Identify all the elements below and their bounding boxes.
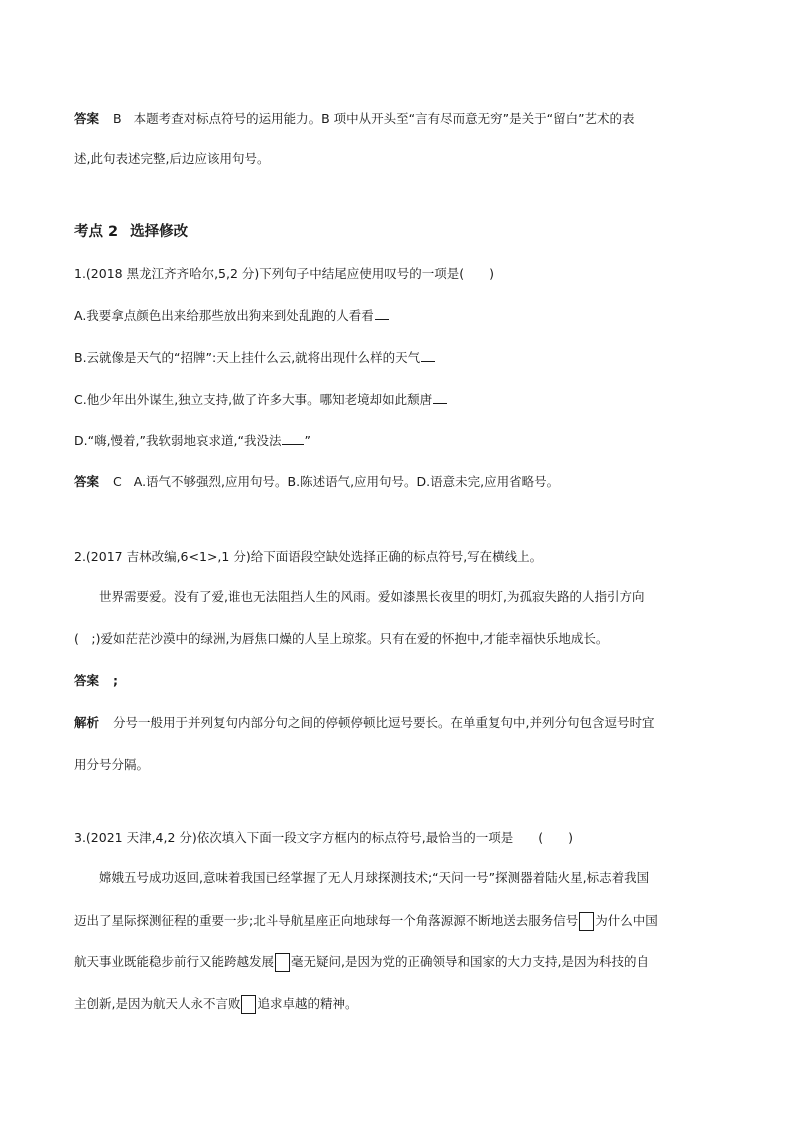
question-1-option-b (74, 350, 435, 366)
question-2-answer (74, 673, 118, 689)
answer-blank (282, 433, 304, 445)
paragraph-text: 毫无疑问,是因为党的正确领导和国家的大力支持,是因为科技的自 (291, 954, 649, 969)
answer-label: 答案 (74, 474, 100, 489)
option-d-text: D.“嗨,慢着,”我软弱地哀求道,“我没法 (74, 433, 282, 448)
question-2-analysis-line-2: 用分号分隔。 (74, 757, 150, 772)
answer-label: 答案 (74, 111, 100, 126)
answer-box-3 (241, 995, 256, 1014)
paragraph-text: 主创新,是因为航天人永不言败 (74, 996, 241, 1011)
answer-label: 答案 (74, 673, 100, 688)
question-3-paragraph-line-4 (74, 995, 358, 1014)
answer-blank (433, 392, 447, 404)
answer-text: 本题考查对标点符号的运用能力。B 项中从开头至“言有尽而意无穷”是关于“留白”艺术的表 (133, 111, 635, 126)
answer-letter: C (113, 474, 122, 489)
question-1-stem: 1.(2018 黑龙江齐齐哈尔,5,2 分)下列句子中结尾应使用叹号的一项是( ) (74, 266, 495, 281)
paragraph-text: 追求卓越的精神。 (257, 996, 358, 1011)
option-c-text: C.他少年出外谋生,独立支持,做了许多大事。哪知老境却如此颓唐 (74, 392, 433, 407)
paragraph-text: 航天事业既能稳步前行又能跨越发展 (74, 954, 275, 969)
question-1-option-d (74, 433, 311, 449)
option-b-text: B.云就像是天气的“招牌”:天上挂什么云,就将出现什么样的天气 (74, 350, 421, 365)
answer-1-line-2: 述,此句表述完整,后边应该用句号。 (74, 151, 270, 166)
answer-blank (421, 350, 435, 362)
answer-box-2 (275, 953, 290, 972)
question-2-paragraph-line-1: 世界需要爱。没有了爱,谁也无法阻挡人生的风雨。爱如漆黑长夜里的明灯,为孤寂失路的人指引方向 (99, 589, 645, 604)
answer-letter: B (113, 111, 122, 126)
section-title (74, 224, 188, 240)
question-3-paragraph-line-3 (74, 953, 649, 972)
analysis-label: 解析 (74, 715, 100, 730)
question-2-analysis-line-1 (74, 715, 655, 731)
answer-box-1 (579, 912, 594, 931)
question-3-paragraph-line-1: 嫦娥五号成功返回,意味着我国已经掌握了无人月球探测技术;“天问一号”探测器着陆火星,标志着我国 (99, 870, 650, 885)
paragraph-text: 迈出了星际探测征程的重要一步;北斗导航星座正向地球每一个角落源源不断地送去服务信号 (74, 913, 579, 928)
answer-blank (375, 308, 389, 320)
answer-text: A.语气不够强烈,应用句号。B.陈述语气,应用句号。D.语意未完,应用省略号。 (133, 474, 560, 489)
question-2-paragraph-line-2: ( ;)爱如茫茫沙漠中的绿洲,为唇焦口燥的人呈上琼浆。只有在爱的怀抱中,才能幸福快乐地成长。 (74, 631, 609, 646)
paragraph-text: 为什么中国 (595, 913, 658, 928)
question-2-stem: 2.(2017 吉林改编,6<1>,1 分)给下面语段空缺处选择正确的标点符号,写在横线上。 (74, 549, 543, 564)
question-1-option-c (74, 392, 447, 408)
question-3-paragraph-line-2 (74, 912, 658, 931)
section-number: 考点 2 (74, 224, 119, 240)
question-1-option-a (74, 308, 389, 324)
option-d-closing-quote: ” (304, 433, 311, 448)
answer-1-line-1 (74, 111, 635, 127)
question-1-answer (74, 474, 559, 490)
answer-text: ; (113, 673, 119, 688)
section-name: 选择修改 (130, 224, 189, 240)
option-a-text: A.我要拿点颜色出来给那些放出狗来到处乱跑的人看看 (74, 308, 374, 323)
question-3-stem: 3.(2021 天津,4,2 分)依次填入下面一段文字方框内的标点符号,最恰当的一项是 ( ) (74, 830, 574, 845)
analysis-text: 分号一般用于并列复句内部分句之间的停顿停顿比逗号要长。在单重复句中,并列分句包含逗号时宜 (113, 715, 655, 730)
